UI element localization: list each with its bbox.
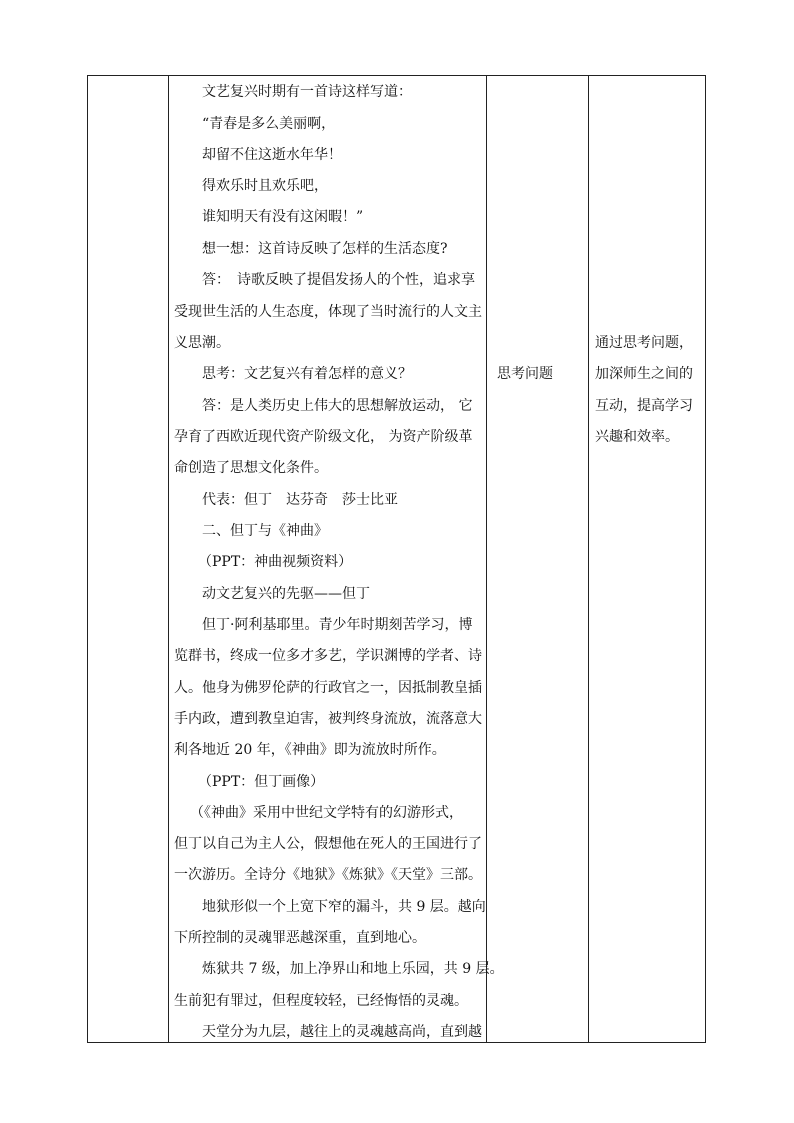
content-line: 人。他身为佛罗伦萨的行政官之一，因抵制教皇插 xyxy=(174,680,482,696)
content-line: 答：是人类历史上伟大的思想解放运动， 它 xyxy=(202,398,473,414)
content-line: “青春是多么美丽啊， xyxy=(202,116,336,132)
content-line: 却留不住这逝水年华！ xyxy=(202,147,342,163)
content-line: 动文艺复兴的先驱——但丁 xyxy=(202,586,370,602)
content-line: 想一想：这首诗反映了怎样的生活态度? xyxy=(202,241,448,257)
lesson-table xyxy=(87,75,706,1043)
content-line: 手内政，遭到教皇迫害，被判终身流放，流落意大 xyxy=(174,711,482,727)
content-line: 孕育了西欧近现代资产阶级文化， 为资产阶级革 xyxy=(174,429,473,445)
content-line: 思考：文艺复兴有着怎样的意义？ xyxy=(202,366,412,382)
content-line: 览群书，终成一位多才多艺，学识渊博的学者、诗 xyxy=(174,648,482,664)
content-line: 义思潮。 xyxy=(174,335,230,351)
purpose-line: 加深师生之间的 xyxy=(595,366,693,382)
content-line: 谁知明天有没有这闲暇！” xyxy=(202,209,364,225)
content-line: 利各地近 20 年，《神曲》即为流放时所作。 xyxy=(174,742,446,758)
content-line: 但丁·阿利基耶里。青少年时期刻苦学习，博 xyxy=(202,617,473,633)
column-divider xyxy=(588,76,589,1042)
content-line: 一次游历。全诗分《地狱》《炼狱》《天堂》三部。 xyxy=(174,867,482,883)
content-line: 但丁以自己为主人公，假想他在死人的王国进行了 xyxy=(174,836,482,852)
content-line: 二、但丁与《神曲》 xyxy=(202,523,328,539)
content-line: 代表：但丁 达芬奇 莎士比亚 xyxy=(202,492,398,508)
content-line: 天堂分为九层，越往上的灵魂越高尚，直到越 xyxy=(202,1024,482,1040)
content-line: 下所控制的灵魂罪恶越深重，直到地心。 xyxy=(174,930,426,946)
purpose-line: 兴趣和效率。 xyxy=(595,429,679,445)
content-line: 答： 诗歌反映了提倡发扬人的个性，追求享 xyxy=(202,272,475,288)
content-line: 生前犯有罪过，但程度较轻，已经悔悟的灵魂。 xyxy=(174,993,468,1009)
content-line: （PPT：但丁画像） xyxy=(198,774,325,790)
content-line: 命创造了思想文化条件。 xyxy=(174,460,328,476)
column-divider xyxy=(168,76,169,1042)
content-line: （《神曲》采用中世纪文学特有的幻游形式， xyxy=(190,805,463,821)
content-line: 炼狱共 7 级，加上净界山和地上乐园，共 9 层。 xyxy=(202,961,504,977)
content-line: 受现世生活的人生态度，体现了当时流行的人文主 xyxy=(174,304,482,320)
purpose-line: 通过思考问题， xyxy=(595,335,693,351)
content-line: 文艺复兴时期有一首诗这样写道： xyxy=(202,84,412,100)
student-activity-cell: 思考问题 xyxy=(497,366,553,382)
content-line: （PPT：神曲视频资料） xyxy=(198,554,353,570)
content-line: 地狱形似一个上宽下窄的漏斗，共 9 层。越向 xyxy=(202,899,486,915)
content-line: 得欢乐时且欢乐吧， xyxy=(202,178,328,194)
purpose-line: 互动，提高学习 xyxy=(595,398,693,414)
